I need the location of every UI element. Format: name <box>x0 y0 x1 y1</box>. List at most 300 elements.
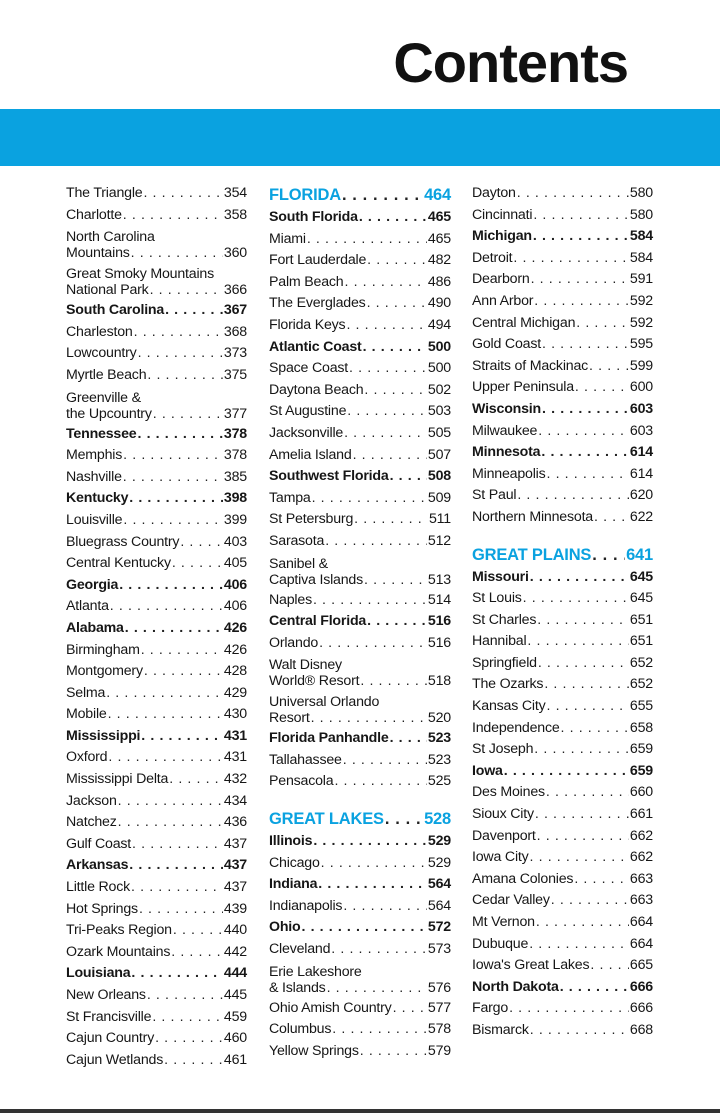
toc-section-entry[interactable] <box>66 488 247 510</box>
toc-section-entry[interactable] <box>269 207 451 229</box>
toc-entry[interactable] <box>269 272 451 294</box>
toc-entry-title: Mississippi Delta <box>66 771 169 788</box>
toc-entry[interactable] <box>66 1050 247 1072</box>
toc-entry-title: Pensacola <box>269 773 334 790</box>
toc-entry[interactable] <box>472 1020 653 1042</box>
toc-entry-title: Daytona Beach <box>269 381 364 398</box>
toc-entry[interactable] <box>269 445 451 467</box>
toc-page-number: 662 <box>629 827 653 844</box>
dot-leader <box>171 942 223 964</box>
dot-leader <box>172 553 223 575</box>
toc-entry[interactable] <box>472 955 653 977</box>
toc-entry[interactable] <box>66 942 247 964</box>
dot-leader <box>592 543 625 567</box>
toc-section-entry[interactable] <box>472 399 653 421</box>
toc-entry-title: South Florida <box>269 209 358 225</box>
toc-entry-title: Indianapolis <box>269 897 343 914</box>
toc-entry-title: GREAT PLAINS <box>472 545 592 564</box>
toc-section-entry[interactable] <box>66 424 247 446</box>
toc-entry[interactable] <box>269 509 451 531</box>
toc-entry[interactable] <box>269 423 451 445</box>
toc-entry[interactable] <box>66 812 247 834</box>
toc-entry-title: Tennessee <box>66 425 137 442</box>
toc-page-number: 509 <box>427 489 451 506</box>
toc-entry[interactable] <box>269 998 451 1020</box>
toc-page-number: 665 <box>629 957 653 974</box>
toc-entry-title: St Louis <box>472 590 522 607</box>
toc-entry-title: Cedar Valley <box>472 892 550 909</box>
toc-entry[interactable] <box>472 826 653 848</box>
dot-leader <box>576 313 629 335</box>
toc-page-number: 661 <box>629 806 653 823</box>
toc-entry-title: Myrtle Beach <box>66 366 147 383</box>
toc-section-entry[interactable] <box>269 611 451 633</box>
toc-page-number: 664 <box>629 935 653 952</box>
toc-page-number: 664 <box>629 914 653 930</box>
dot-leader <box>589 356 629 378</box>
toc-entry-title: Palm Beach <box>269 273 344 290</box>
toc-entry[interactable] <box>66 467 247 489</box>
toc-entry-title: Fort Lauderdale <box>269 252 367 269</box>
toc-entry[interactable] <box>66 985 247 1007</box>
toc-entry[interactable] <box>66 596 247 618</box>
dot-leader <box>118 812 223 834</box>
toc-entry[interactable] <box>472 377 653 399</box>
dot-leader <box>313 590 427 612</box>
toc-entry[interactable] <box>472 588 653 610</box>
toc-entry-title: Miami <box>269 230 306 247</box>
dot-leader <box>118 791 223 813</box>
dot-leader <box>527 631 629 653</box>
toc-entry[interactable] <box>472 653 653 675</box>
toc-entry[interactable] <box>66 704 247 726</box>
dot-leader <box>169 769 223 791</box>
toc-section-entry[interactable] <box>472 761 653 783</box>
toc-entry[interactable] <box>269 939 451 961</box>
dot-leader <box>152 1007 223 1029</box>
toc-entry-title: South Carolina <box>66 302 165 319</box>
toc-page-number: 591 <box>629 271 653 288</box>
toc-entry-title: Cajun Country <box>66 1030 155 1047</box>
toc-section-entry[interactable] <box>269 917 451 939</box>
toc-entry-title: The Ozarks <box>472 676 544 693</box>
dot-leader <box>531 269 629 291</box>
dot-leader <box>359 207 427 229</box>
dot-leader <box>141 726 223 748</box>
dot-leader <box>364 572 427 588</box>
toc-page-number: 525 <box>427 773 451 790</box>
toc-page-number: 579 <box>427 1042 451 1059</box>
toc-section-entry[interactable] <box>66 726 247 748</box>
dot-leader <box>332 1019 427 1041</box>
toc-entry[interactable] <box>66 183 247 205</box>
dot-leader <box>575 377 629 399</box>
toc-entry-title: Universal Orlando <box>269 694 380 711</box>
toc-section-entry[interactable] <box>66 618 247 640</box>
toc-section-entry[interactable] <box>66 855 247 877</box>
toc-entry-title-continued: the Upcountry <box>66 405 152 422</box>
dot-leader <box>530 1020 629 1042</box>
dot-leader <box>343 896 427 918</box>
toc-section-entry[interactable] <box>472 977 653 999</box>
toc-page-number: 406 <box>223 598 247 615</box>
toc-entry[interactable] <box>66 226 247 263</box>
toc-page-number: 436 <box>223 814 247 831</box>
toc-section-entry[interactable] <box>472 226 653 248</box>
toc-entry-title: Iowa <box>472 762 503 779</box>
toc-page-number: 651 <box>629 611 653 628</box>
toc-page-number: 663 <box>629 870 653 887</box>
dot-leader <box>533 226 629 248</box>
toc-entry[interactable] <box>472 313 653 335</box>
toc-section-entry[interactable] <box>66 963 247 985</box>
toc-entry[interactable] <box>66 263 247 300</box>
toc-entry[interactable] <box>269 691 451 728</box>
toc-page-number: 652 <box>629 654 653 671</box>
toc-entry[interactable] <box>66 510 247 532</box>
toc-entry[interactable] <box>472 782 653 804</box>
toc-entry[interactable] <box>269 229 451 251</box>
toc-entry[interactable] <box>269 488 451 510</box>
toc-entry[interactable] <box>472 183 653 205</box>
dot-leader <box>307 229 427 251</box>
toc-page-number: 378 <box>223 447 247 464</box>
toc-entry-title: Davenport <box>472 827 536 844</box>
toc-entry[interactable] <box>66 683 247 705</box>
toc-page-number: 641 <box>626 545 653 564</box>
toc-entry[interactable] <box>472 804 653 826</box>
toc-entry-title: Charlotte <box>66 206 122 223</box>
toc-entry[interactable] <box>269 590 451 612</box>
toc-entry-title-continued: Captiva Islands <box>269 571 363 588</box>
toc-entry[interactable] <box>269 250 451 272</box>
toc-entry[interactable] <box>269 771 451 793</box>
dot-leader <box>551 890 629 912</box>
toc-entry-title: Louisville <box>66 511 123 528</box>
toc-section-entry[interactable] <box>66 575 247 597</box>
dot-leader <box>313 831 427 853</box>
toc-entry[interactable] <box>472 739 653 761</box>
toc-entry[interactable] <box>472 847 653 869</box>
toc-section-entry[interactable] <box>269 728 451 750</box>
toc-entry-title: Central Florida <box>269 613 367 630</box>
toc-entry[interactable] <box>472 334 653 356</box>
toc-entry[interactable] <box>269 1019 451 1041</box>
dot-leader <box>123 510 223 532</box>
page-edge-divider <box>0 1109 720 1113</box>
toc-page-number: 460 <box>223 1030 247 1047</box>
toc-page-number: 503 <box>427 403 451 420</box>
toc-entry-title: Gold Coast <box>472 336 541 353</box>
toc-entry[interactable] <box>472 890 653 912</box>
toc-entry[interactable] <box>66 1028 247 1050</box>
toc-page-number: 406 <box>223 576 247 593</box>
toc-page-number: 403 <box>223 533 247 550</box>
toc-entry-title: St Augustine <box>269 403 347 420</box>
toc-entry[interactable] <box>66 1007 247 1029</box>
toc-page-number: 426 <box>223 619 247 636</box>
dot-leader <box>530 847 629 869</box>
toc-entry-title: Straits of Mackinac <box>472 357 589 374</box>
toc-entry[interactable] <box>66 791 247 813</box>
toc-entry[interactable] <box>472 464 653 486</box>
dot-leader <box>150 282 223 298</box>
toc-page-number: 578 <box>427 1021 451 1038</box>
toc-entry[interactable] <box>66 205 247 227</box>
toc-entry[interactable] <box>472 631 653 653</box>
dot-leader <box>367 293 427 315</box>
toc-page-number: 428 <box>223 663 247 680</box>
toc-entry[interactable] <box>269 380 451 402</box>
toc-page-number: 442 <box>223 943 247 960</box>
toc-entry-title: Great Smoky Mountains <box>66 266 214 283</box>
toc-column-3 <box>472 183 653 1042</box>
toc-entry-title: Sarasota <box>269 532 325 549</box>
toc-entry[interactable] <box>66 445 247 467</box>
dot-leader <box>311 710 427 726</box>
toc-entry[interactable] <box>66 387 247 424</box>
toc-page-number: 600 <box>629 379 653 396</box>
toc-page-number: 385 <box>223 468 247 485</box>
toc-section-entry[interactable] <box>269 466 451 488</box>
dot-leader <box>123 445 223 467</box>
toc-entry-title: Ann Arbor <box>472 292 534 309</box>
dot-leader <box>547 696 629 718</box>
toc-entry-title: Hot Springs <box>66 900 138 917</box>
toc-entry[interactable] <box>472 248 653 270</box>
dot-leader <box>139 899 223 921</box>
toc-section-entry[interactable] <box>472 442 653 464</box>
toc-region-heading[interactable] <box>269 807 451 831</box>
toc-entry-title: Detroit <box>472 249 513 266</box>
dot-leader <box>155 1028 223 1050</box>
toc-entry-title-continued: Mountains <box>66 245 130 262</box>
toc-page-number: 437 <box>223 857 247 874</box>
toc-entry-title: Bluegrass Country <box>66 533 180 550</box>
dot-leader <box>509 998 629 1020</box>
dot-leader <box>144 661 223 683</box>
toc-page-number: 663 <box>629 892 653 909</box>
dot-leader <box>141 640 223 662</box>
toc-page-number: 502 <box>427 381 451 398</box>
toc-entry[interactable] <box>269 358 451 380</box>
toc-entry[interactable] <box>472 205 653 227</box>
toc-entry-title: The Everglades <box>269 295 366 312</box>
toc-page-number: 668 <box>629 1021 653 1038</box>
toc-entry[interactable] <box>472 421 653 443</box>
toc-entry[interactable] <box>66 920 247 942</box>
toc-page-number: 580 <box>629 185 653 201</box>
toc-entry[interactable] <box>269 315 451 337</box>
toc-entry-title: Southwest Florida <box>269 468 389 485</box>
toc-entry[interactable] <box>269 750 451 772</box>
dot-leader <box>517 183 629 205</box>
toc-entry[interactable] <box>472 507 653 529</box>
toc-entry[interactable] <box>472 356 653 378</box>
dot-leader <box>138 424 223 446</box>
toc-entry-title: Greenville & <box>66 389 141 406</box>
toc-entry[interactable] <box>472 291 653 313</box>
toc-entry-title: Tallahassee <box>269 751 342 768</box>
toc-entry[interactable] <box>472 934 653 956</box>
toc-page-number: 655 <box>629 698 653 715</box>
toc-page-number: 432 <box>223 771 247 788</box>
dot-leader <box>134 322 223 344</box>
toc-page-number: 360 <box>223 245 247 262</box>
dot-leader <box>590 955 629 977</box>
toc-page-number: 459 <box>223 1008 247 1025</box>
toc-page-number: 490 <box>427 295 451 312</box>
dot-leader <box>534 291 629 313</box>
dot-leader <box>153 406 223 422</box>
dot-leader <box>327 980 427 996</box>
toc-page-number: 580 <box>629 206 653 223</box>
dot-leader <box>331 939 427 961</box>
toc-page-number: 444 <box>223 965 247 982</box>
toc-entry-title: Atlanta <box>66 598 109 615</box>
toc-region-heading[interactable] <box>269 183 451 207</box>
dot-leader <box>364 380 427 402</box>
toc-page-number: 437 <box>223 879 247 896</box>
toc-page-number: 645 <box>629 590 653 607</box>
toc-entry[interactable] <box>269 1041 451 1063</box>
dot-leader <box>513 248 629 270</box>
toc-entry-title: Jackson <box>66 792 117 809</box>
toc-entry[interactable] <box>269 961 451 998</box>
toc-entry-title: Central Michigan <box>472 314 576 331</box>
toc-entry[interactable] <box>472 869 653 891</box>
toc-column-1 <box>66 183 247 1071</box>
toc-entry[interactable] <box>472 485 653 507</box>
toc-page-number: 368 <box>223 323 247 340</box>
toc-entry-title: Hannibal <box>472 633 527 650</box>
toc-entry[interactable] <box>472 269 653 291</box>
toc-entry-title: Iowa City <box>472 849 529 866</box>
toc-section-entry[interactable] <box>66 300 247 322</box>
toc-entry-title: Dubuque <box>472 935 529 952</box>
dot-leader <box>544 674 629 696</box>
toc-page-number: 440 <box>223 922 247 939</box>
toc-entry-title: Dearborn <box>472 271 530 288</box>
toc-page-number: 529 <box>427 833 451 850</box>
toc-entry[interactable] <box>269 654 451 691</box>
toc-section-entry[interactable] <box>472 567 653 589</box>
toc-page-number: 652 <box>629 676 653 693</box>
toc-page-number: 431 <box>223 727 247 744</box>
toc-entry-title: Bismarck <box>472 1021 529 1038</box>
dot-leader <box>546 782 629 804</box>
dot-leader <box>360 1041 427 1063</box>
toc-entry[interactable] <box>66 365 247 387</box>
toc-entry[interactable] <box>66 322 247 344</box>
toc-entry[interactable] <box>269 633 451 655</box>
toc-entry-title: St Petersburg <box>269 511 354 528</box>
toc-section-entry[interactable] <box>269 831 451 853</box>
toc-entry[interactable] <box>66 877 247 899</box>
toc-entry-title: Tri-Peaks Region <box>66 922 172 939</box>
toc-entry[interactable] <box>472 674 653 696</box>
dot-leader <box>319 633 427 655</box>
toc-entry-title: Northern Minnesota <box>472 508 593 525</box>
toc-page-number: 518 <box>427 673 451 690</box>
toc-entry[interactable] <box>472 696 653 718</box>
toc-entry[interactable] <box>472 718 653 740</box>
dot-leader <box>347 401 427 423</box>
toc-page-number: 529 <box>427 854 451 871</box>
toc-entry-title: Des Moines <box>472 784 545 801</box>
toc-entry-title: Chicago <box>269 854 320 871</box>
toc-entry-title: Wisconsin <box>472 400 542 417</box>
toc-page-number: 464 <box>424 186 451 204</box>
toc-entry[interactable] <box>66 899 247 921</box>
toc-entry[interactable] <box>269 531 451 553</box>
toc-section-entry[interactable] <box>269 337 451 359</box>
dot-leader <box>119 575 223 597</box>
toc-entry[interactable] <box>472 998 653 1020</box>
dot-leader <box>129 855 223 877</box>
dot-leader <box>533 205 629 227</box>
dot-leader <box>367 611 427 633</box>
toc-entry[interactable] <box>472 610 653 632</box>
toc-entry[interactable] <box>66 747 247 769</box>
toc-page-number: 431 <box>223 749 247 766</box>
toc-page-number: 398 <box>223 490 247 507</box>
toc-entry-title: Atlantic Coast <box>269 338 362 355</box>
toc-page-number: 651 <box>629 633 653 650</box>
toc-section-entry[interactable] <box>269 874 451 896</box>
toc-region-heading[interactable] <box>472 543 653 567</box>
dot-leader <box>123 205 223 227</box>
toc-page-number: 494 <box>427 316 451 333</box>
toc-entry[interactable] <box>269 853 451 875</box>
toc-entry-title: New Orleans <box>66 987 146 1003</box>
toc-entry[interactable] <box>269 401 451 423</box>
toc-entry-title: Ohio <box>269 919 301 936</box>
toc-entry[interactable] <box>66 532 247 554</box>
toc-entry-title: Nashville <box>66 468 122 485</box>
dot-leader <box>517 485 629 507</box>
toc-entry[interactable] <box>66 834 247 856</box>
toc-entry[interactable] <box>269 553 451 590</box>
toc-entry-title: St Paul <box>472 487 517 504</box>
toc-entry[interactable] <box>472 912 653 934</box>
toc-entry[interactable] <box>66 661 247 683</box>
toc-page-number: 508 <box>427 468 451 485</box>
toc-page-number: 573 <box>427 941 451 958</box>
toc-entry-title: North Carolina <box>66 229 155 246</box>
toc-page-number: 500 <box>427 360 451 377</box>
dot-leader <box>393 998 427 1020</box>
toc-entry-title: Minneapolis <box>472 465 546 482</box>
toc-page-number: 437 <box>223 835 247 852</box>
toc-entry[interactable] <box>66 769 247 791</box>
dot-leader <box>560 977 629 999</box>
toc-page-number: 595 <box>629 336 653 353</box>
dot-leader <box>343 750 427 772</box>
toc-entry-title: Oxford <box>66 749 108 766</box>
toc-entry[interactable] <box>66 553 247 575</box>
dot-leader <box>143 183 222 205</box>
toc-page-number: 505 <box>427 424 451 441</box>
toc-entry-title: Illinois <box>269 833 313 850</box>
dot-leader <box>132 834 223 856</box>
toc-entry-title: Amana Colonies <box>472 870 574 887</box>
toc-entry[interactable] <box>269 293 451 315</box>
toc-entry[interactable] <box>66 343 247 365</box>
toc-entry[interactable] <box>66 640 247 662</box>
toc-entry[interactable] <box>269 896 451 918</box>
page-title: Contents <box>393 31 628 94</box>
